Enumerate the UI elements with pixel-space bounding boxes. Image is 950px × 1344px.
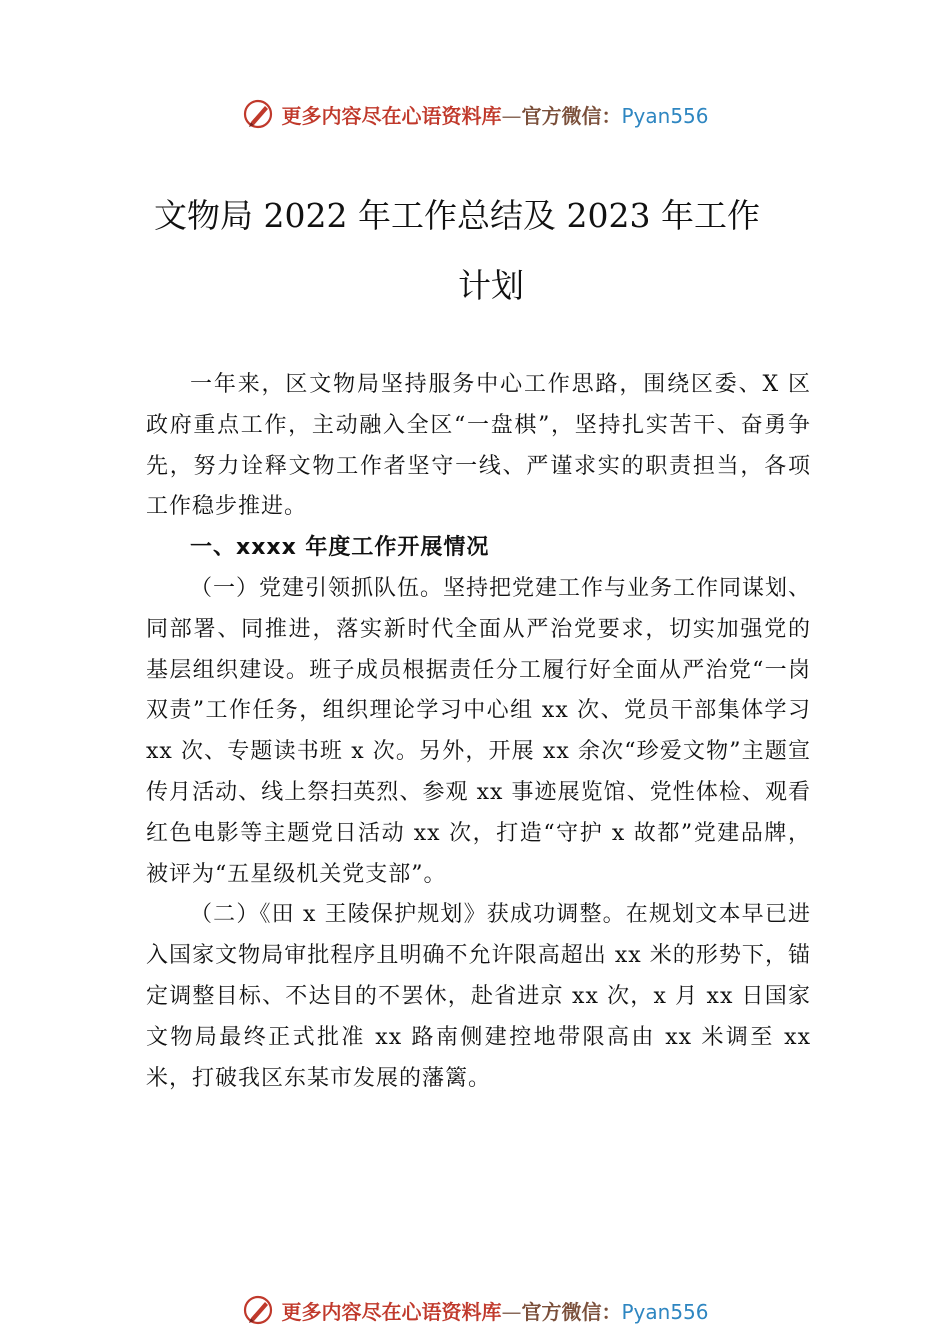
paragraph-party-building: （一）党建引领抓队伍。坚持把党建工作与业务工作同谋划、同部署、同推进，落实新时代全面从严治党要求，切实加强党的基层组织建设。班子成员根据责任分工履行好全面从严治党“一岗双责”工作任务，组织理论学习中心组 xx 次、党员干部集体学习 xx 次、专题读书班 x 次。另外，开展 xx 余次“珍爱文物”主题宣传月活动、线上祭扫英烈、参观 xx 事迹展览馆、党性体检、观看红色电影等主题党日活动 xx 次，打造“守护 x 故都”党建品牌，被评为“五星级机关党支部”。 — [146, 575, 812, 887]
watermark-dash: — — [501, 1299, 522, 1324]
watermark-text — [281, 100, 708, 129]
section-heading: 一、xxxx 年度工作开展情况 — [190, 535, 490, 561]
watermark-text — [281, 1296, 708, 1325]
header-watermark — [0, 94, 950, 134]
watermark-part1: 更多内容尽在心语资料库 — [281, 103, 502, 128]
paragraph-protection-plan: （二）《田 x 王陵保护规划》获成功调整。在规划文本早已进入国家文物局审批程序且明确不允许限高超出 xx 米的形势下，锚定调整目标、不达目的不罢休，赴省进京 xx 次，x 月 xx 日国家文物局最终正式批准 xx 路南侧建控地带限高由 xx 米调至 xx 米，打破我区东某市发展的藩篱。 — [146, 902, 811, 1091]
document-title-line1: 文物局 2022 年工作总结及 2023 年工作 — [154, 196, 760, 235]
document-body — [146, 365, 811, 1099]
watermark-part2: 官方微信： — [521, 1299, 622, 1324]
footer-watermark — [0, 1290, 950, 1330]
pen-logo-icon — [241, 97, 275, 131]
pen-logo-icon — [241, 1293, 275, 1327]
watermark-account: Pyan556 — [621, 1299, 709, 1324]
watermark-part2: 官方微信： — [521, 103, 622, 128]
intro-paragraph: 一年来，区文物局坚持服务中心工作思路，围绕区委、X 区政府重点工作，主动融入全区“一盘棋”，坚持扎实苦干、奋勇争先，努力诠释文物工作者坚守一线、严谨求实的职责担当，各项工作稳步推进。 — [146, 372, 811, 520]
document-title-line2: 计划 — [458, 266, 524, 305]
watermark-dash: — — [501, 103, 522, 128]
watermark-part1: 更多内容尽在心语资料库 — [281, 1299, 502, 1324]
watermark-account: Pyan556 — [621, 103, 709, 128]
